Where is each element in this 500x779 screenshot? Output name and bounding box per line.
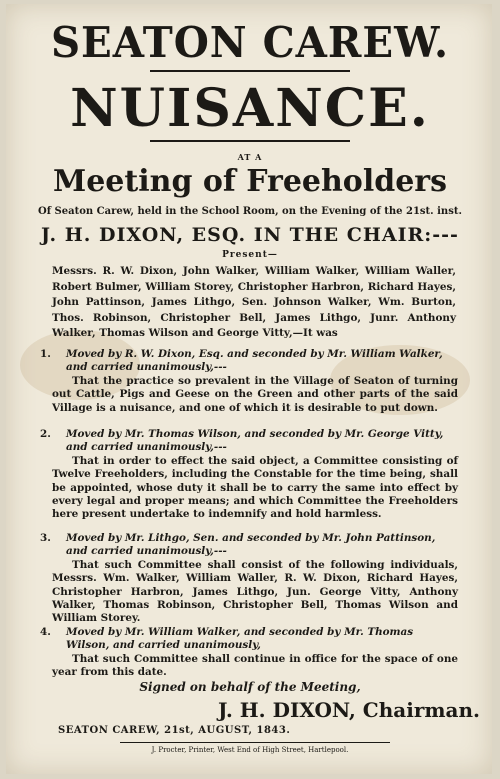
resolution-moved: Moved by R. W. Dixon, Esq. and seconded by Mr. William Walker, and carried unanimously,---: [66, 348, 443, 374]
meeting-heading: Meeting of Freeholders: [53, 164, 447, 199]
present-label: Present—: [222, 250, 278, 260]
resolution-number: 3.: [40, 532, 51, 544]
resolution-text: That such Committee shall consist of the following individuals, Messrs. Wm. Walker, William Waller, R. W. Dixon, Richard Hayes, Christopher Harbron, James Lithgo, Jun. George Vitty, Anthony Walker, Thomas Robinson, Christopher Bell, Thomas Wilson and William Storey.: [52, 558, 458, 625]
resolution-3: [38, 532, 458, 626]
resolution-number: 1.: [40, 348, 51, 360]
signed-line: Signed on behalf of the Meeting,: [139, 680, 361, 694]
resolution-number: 4.: [40, 626, 51, 638]
resolution-text: That the practice so prevalent in the Village of Seaton of turning out Cattle, Pigs and Geese on the Green and other parts of the said Village is a nuisance, and one of which it is desirable to put down.: [52, 374, 458, 414]
poster-title-location: SEATON CAREW.: [50, 18, 450, 67]
resolution-text: That in order to effect the said object, a Committee consisting of Twelve Freeholders, including the Constable for the time being, shall be appointed, whose duty it shall be to carry the same into effect by every legal and proper means; and which Committee the Freeholders here present undertake to indemnify and hold harmless.: [52, 454, 458, 521]
chair-line: J. H. DIXON, ESQ. IN THE CHAIR:---: [41, 224, 459, 246]
resolution-4: [38, 626, 458, 680]
date-line: SEATON CAREW, 21st, AUGUST, 1843.: [58, 725, 291, 736]
printer-line: J. Procter, Printer, West End of High Street, Hartlepool.: [151, 746, 349, 754]
resolution-number: 2.: [40, 428, 51, 440]
resolution-moved: Moved by Mr. William Walker, and seconded by Mr. Thomas Wilson, and carried unanimously,: [66, 626, 414, 652]
meeting-subheading: Of Seaton Carew, held in the School Room, on the Evening of the 21st. inst.: [38, 206, 462, 217]
resolution-2: [38, 428, 458, 522]
footer-rule: [120, 742, 390, 743]
resolution-1: [38, 348, 458, 415]
resolution-moved: Moved by Mr. Thomas Wilson, and seconded by Mr. George Vitty, and carried unanimously,---: [66, 428, 444, 454]
at-a-label: AT A: [237, 152, 263, 162]
poster-title-nuisance: NUISANCE.: [70, 78, 430, 139]
present-names: Messrs. R. W. Dixon, John Walker, William Walker, William Waller, Robert Bulmer, William Storey, Christopher Harbron, Richard Hayes, John Pattinson, James Lithgo, Sen. Johnson Walker, Wm. Burton, Thos. Robinson, Christopher Bell, James Lithgo, Junr. Anthony Walker, Thomas Wilson and George Vitty,—It was: [52, 265, 456, 340]
resolution-text: That such Committee shall continue in office for the space of one year from this date.: [52, 652, 458, 679]
resolution-moved: Moved by Mr. Lithgo, Sen. and seconded by Mr. John Pattinson, and carried unanimously,---: [66, 532, 436, 558]
title-rule: [150, 70, 350, 72]
signatory: J. H. DIXON, Chairman.: [217, 698, 480, 722]
title-rule: [150, 140, 350, 142]
